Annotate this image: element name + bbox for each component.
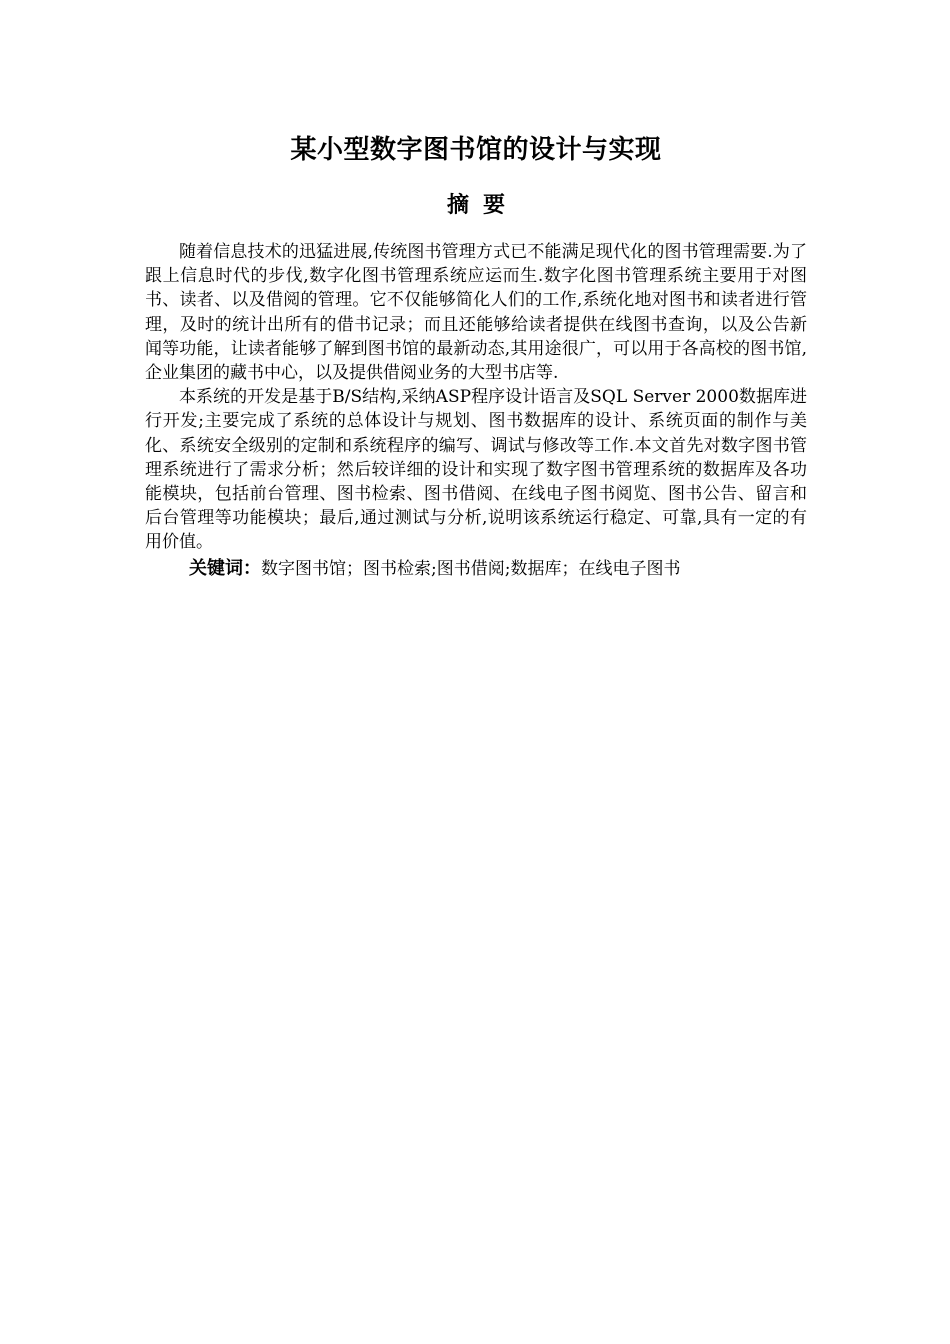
keywords-line xyxy=(145,555,807,583)
abstract-paragraph-2: 本系统的开发是基于B/S结构,采纳ASP程序设计语言及SQL Server 2000数据库进行开发;主要完成了系统的总体设计与规划、图书数据库的设计、系统页面的制作与美化、系统安全级别的定制和系统程序的编写、调试与修改等工作.本文首先对数字图书管理系统进行了需求分析；然后较详细的设计和实现了数字图书管理系统的数据库及各功能模块，包括前台管理、图书检索、图书借阅、在线电子图书阅览、图书公告、留言和后台管理等功能模块；最后,通过测试与分析,说明该系统运行稳定、可靠,具有一定的有用价值。 xyxy=(145,387,807,553)
keywords-text: 数字图书馆；图书检索;图书借阅;数据库；在线电子图书 xyxy=(261,558,681,579)
abstract-body xyxy=(145,240,807,555)
document-title: 某小型数字图书馆的设计与实现 xyxy=(290,135,662,165)
abstract-heading: 摘要 xyxy=(446,193,519,218)
page-content xyxy=(145,128,807,583)
keywords-label: 关键词： xyxy=(189,557,261,579)
abstract-paragraph-1: 随着信息技术的迅猛进展,传统图书管理方式已不能满足现代化的图书管理需要.为了跟上信息时代的步伐,数字化图书管理系统应运而生.数字化图书管理系统主要用于对图书、读者、以及借阅的管理。它不仅能够简化人们的工作,系统化地对图书和读者进行管理，及时的统计出所有的借书记录；而且还能够给读者提供在线图书查询，以及公告新闻等功能，让读者能够了解到图书馆的最新动态,其用途很广，可以用于各高校的图书馆,企业集团的藏书中心，以及提供借阅业务的大型书店等. xyxy=(145,242,807,384)
